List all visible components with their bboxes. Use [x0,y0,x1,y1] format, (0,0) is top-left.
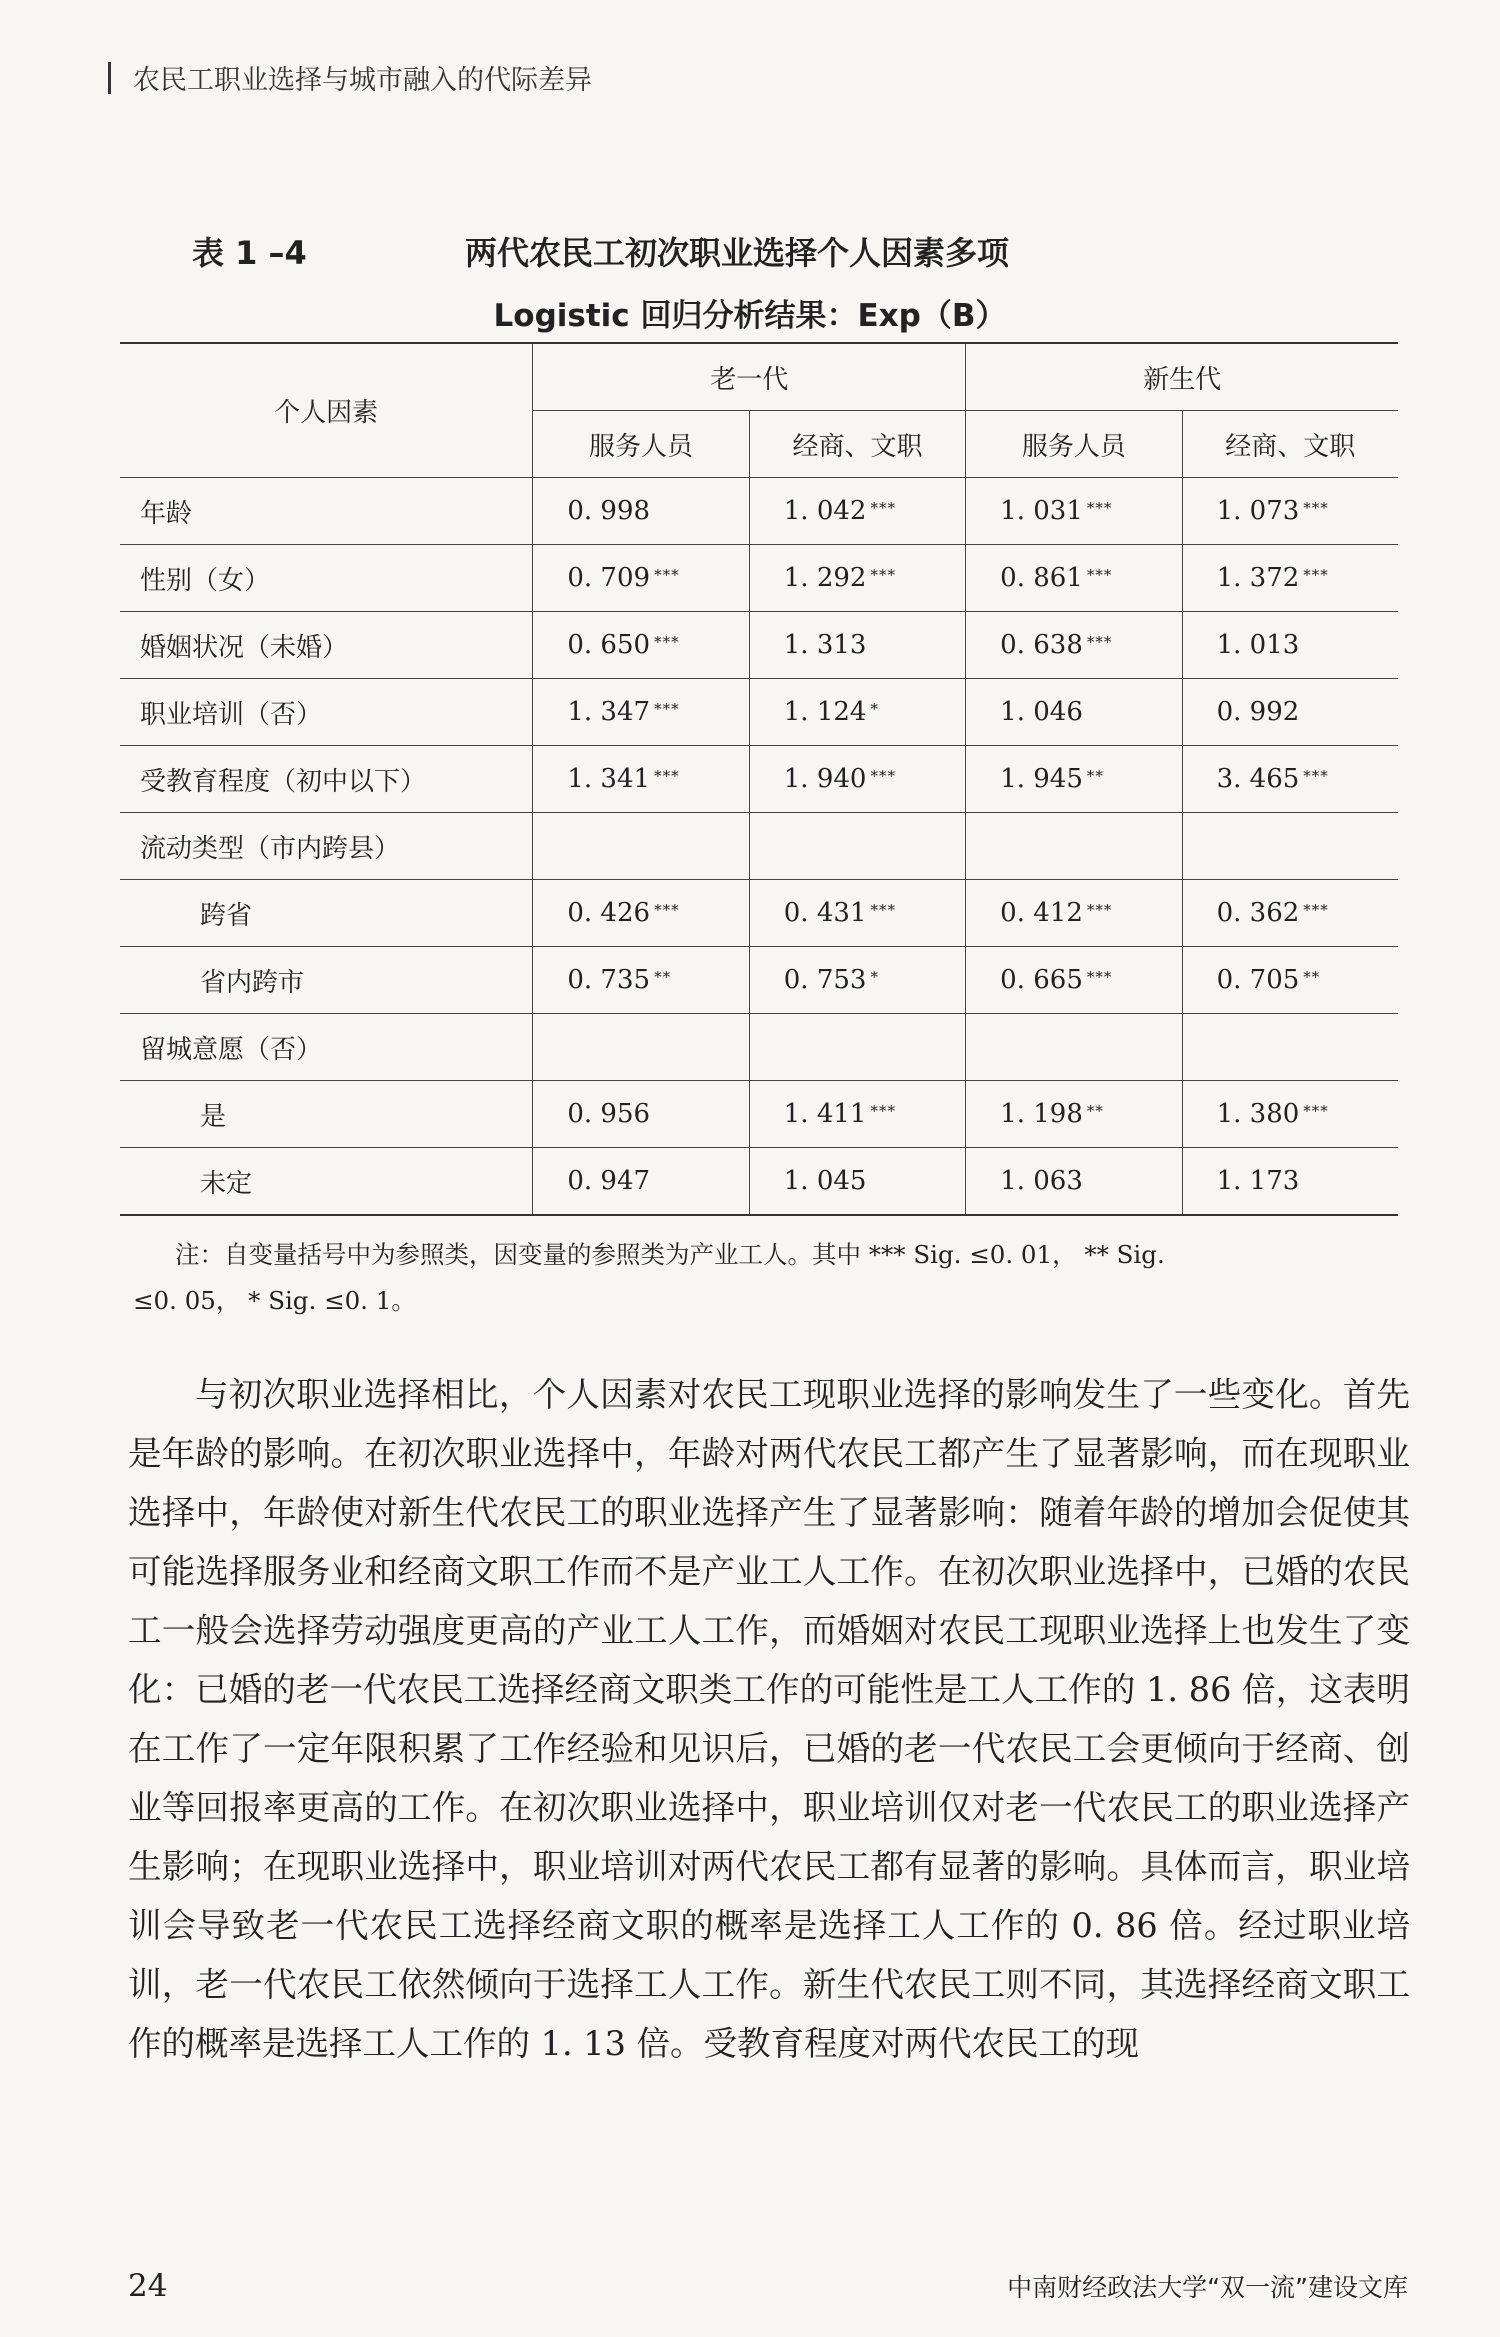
table-cell [1182,545,1398,612]
table-cell [966,746,1182,813]
cell-value: 1. 380 [1216,1099,1300,1129]
cell-value: 1. 347 [567,697,651,727]
cell-value: 0. 998 [567,496,651,526]
running-title: 农民工职业选择与城市融入的代际差异 [133,65,592,96]
cell-value: 1. 073 [1216,496,1300,526]
table-cell [533,612,749,679]
cell-value: 0. 947 [567,1166,651,1196]
row-label: 职业培训（否） [120,679,533,746]
cell-value: 1. 042 [783,496,867,526]
cell-value: 1. 063 [1000,1166,1083,1196]
significance-stars: *** [1086,633,1113,651]
sub-header: 服务人员 [533,411,749,478]
table-title-line1: 两代农民工初次职业选择个人因素多项 [465,234,1010,272]
table-cell [1182,478,1398,545]
cell-value: 0. 665 [1000,965,1083,995]
significance-stars: *** [654,901,680,919]
row-label: 婚姻状况（未婚） [120,612,533,679]
cell-value: 0. 956 [567,1099,651,1129]
table-row [120,746,1398,813]
header-rule [108,62,111,94]
table-cell [1182,679,1398,746]
table-row [120,880,1398,947]
table-cell [1182,947,1398,1014]
significance-stars: *** [870,767,896,785]
table-row [120,1148,1398,1216]
table-cell [749,1014,965,1081]
table-cell [1182,746,1398,813]
page-number: 24 [128,2268,168,2304]
table-cell [1182,813,1398,880]
sub-header: 经商、文职 [1182,411,1398,478]
significance-stars: *** [1303,566,1329,584]
row-label: 流动类型（市内跨县） [120,813,533,880]
significance-stars: * [870,700,879,718]
sub-header: 服务人员 [966,411,1182,478]
cell-value: 0. 705 [1216,965,1300,995]
table-cell [533,947,749,1014]
row-label: 年龄 [120,478,533,545]
cell-value: 0. 431 [783,898,867,928]
table-cell [966,612,1182,679]
cell-value: 1. 031 [1000,496,1083,526]
table-row [120,1081,1398,1148]
table-cell [533,1081,749,1148]
cell-value: 1. 341 [567,764,651,794]
cell-value: 1. 372 [1216,563,1300,593]
cell-value: 0. 426 [567,898,651,928]
cell-value: 1. 124 [783,697,867,727]
table-cell [749,478,965,545]
significance-stars: ** [1086,767,1104,785]
table-cell [749,1148,965,1216]
significance-stars: *** [1086,566,1113,584]
table-note [133,1232,1405,1324]
significance-stars: *** [1303,901,1329,919]
cell-value: 3. 465 [1216,764,1300,794]
table-cell [533,545,749,612]
significance-stars: ** [654,968,672,986]
table-cell [966,880,1182,947]
significance-stars: ** [1303,968,1321,986]
table-cell [1182,1148,1398,1216]
cell-value: 1. 198 [1000,1099,1083,1129]
significance-stars: *** [870,901,896,919]
table-title-line2: Logistic 回归分析结果：Exp（B） [493,298,1007,334]
significance-stars: ** [1086,1102,1104,1120]
row-label: 省内跨市 [120,947,533,1014]
row-label: 是 [120,1081,533,1148]
table-row [120,612,1398,679]
cell-value: 1. 940 [783,764,867,794]
cell-value: 0. 753 [783,965,867,995]
cell-value: 1. 046 [1000,697,1083,727]
table-cell [966,813,1182,880]
table-cell [533,813,749,880]
row-label: 受教育程度（初中以下） [120,746,533,813]
significance-stars: *** [1303,499,1329,517]
table-cell [966,1014,1182,1081]
series-name: 中南财经政法大学“双一流”建设文库 [1007,2273,1408,2302]
significance-stars: *** [1303,767,1329,785]
table-row [120,679,1398,746]
running-header [108,58,592,97]
cell-value: 0. 735 [567,965,651,995]
table-cell [1182,612,1398,679]
cell-value: 0. 650 [567,630,651,660]
significance-stars: *** [870,499,896,517]
significance-stars: *** [1086,499,1113,517]
cell-value: 0. 638 [1000,630,1083,660]
table-cell [533,1014,749,1081]
table-cell [533,880,749,947]
table-cell [533,478,749,545]
table-cell [749,612,965,679]
cell-value: 1. 313 [783,630,867,660]
table-cell [533,1148,749,1216]
significance-stars: *** [654,633,680,651]
cell-value: 0. 362 [1216,898,1300,928]
body-text [128,1365,1410,2073]
cell-value: 0. 992 [1216,697,1300,727]
row-label: 留城意愿（否） [120,1014,533,1081]
significance-stars: *** [870,1102,896,1120]
table-number: 表 1 –4 [192,234,307,272]
cell-value: 1. 945 [1000,764,1083,794]
table-cell [533,746,749,813]
group-header-old: 老一代 [533,343,966,411]
row-label: 未定 [120,1148,533,1216]
table-cell [1182,1081,1398,1148]
row-label: 性别（女） [120,545,533,612]
significance-stars: *** [1086,968,1113,986]
row-label: 跨省 [120,880,533,947]
table-cell [749,1081,965,1148]
table-cell [966,1081,1182,1148]
table-cell [749,545,965,612]
significance-stars: *** [870,566,896,584]
significance-stars: *** [654,566,680,584]
group-header-new: 新生代 [966,343,1398,411]
table-row [120,813,1398,880]
table-cell [1182,880,1398,947]
table-cell [749,880,965,947]
table-cell [1182,1014,1398,1081]
table-cell [749,947,965,1014]
significance-stars: *** [654,767,680,785]
cell-value: 1. 045 [783,1166,867,1196]
table-cell [749,679,965,746]
table-row [120,947,1398,1014]
note-line2: ≤0. 05， * Sig. ≤0. 1。 [133,1286,416,1315]
table-row [120,545,1398,612]
table-cell [966,1148,1182,1216]
table-row [120,1014,1398,1081]
row-header: 个人因素 [120,343,533,478]
cell-value: 1. 013 [1216,630,1300,660]
table-cell [966,545,1182,612]
paragraph: 与初次职业选择相比，个人因素对农民工现职业选择的影响发生了一些变化。首先是年龄的影响。在初次职业选择中，年龄对两代农民工都产生了显著影响，而在现职业选择中，年龄使对新生代农民工的职业选择产生了显著影响：随着年龄的增加会促使其可能选择服务业和经商文职工作而不是产业工人工作。在初次职业选择中，已婚的农民工一般会选择劳动强度更高的产业工人工作，而婚姻对农民工现职业选择上也发生了变化：已婚的老一代农民工选择经商文职类工作的可能性是工人工作的 1. 86 倍，这表明在工作了一定年限积累了工作经验和见识后，已婚的老一代农民工会更倾向于经商、创业等回报率更高的工作。在初次职业选择中，职业培训仅对老一代农民工的职业选择产生影响；在现职业选择中，职业培训对两代农民工都有显著的影响。具体而言，职业培训会导致老一代农民工选择经商文职的概率是选择工人工作的 0. 86 倍。经过职业培训，老一代农民工依然倾向于选择工人工作。新生代农民工则不同，其选择经商文职工作的概率是选择工人工作的 1. 13 倍。受教育程度对两代农民工的现 [128,1375,1410,2063]
significance-stars: *** [1303,1102,1329,1120]
regression-table [120,342,1398,1216]
cell-value: 1. 173 [1216,1166,1300,1196]
cell-value: 0. 709 [567,563,651,593]
significance-stars: *** [654,700,680,718]
table-cell [533,679,749,746]
table-cell [749,813,965,880]
table-cell [966,478,1182,545]
cell-value: 1. 411 [783,1099,867,1129]
sub-header: 经商、文职 [749,411,965,478]
significance-stars: * [870,968,879,986]
table-row [120,478,1398,545]
significance-stars: *** [1086,901,1113,919]
cell-value: 1. 292 [783,563,867,593]
table-cell [966,947,1182,1014]
cell-value: 0. 861 [1000,563,1083,593]
table-cell [966,679,1182,746]
table-cell [749,746,965,813]
note-line1: 注：自变量括号中为参照类，因变量的参照类为产业工人。其中 *** Sig. ≤0. 01， ** Sig. [175,1240,1165,1269]
cell-value: 0. 412 [1000,898,1083,928]
